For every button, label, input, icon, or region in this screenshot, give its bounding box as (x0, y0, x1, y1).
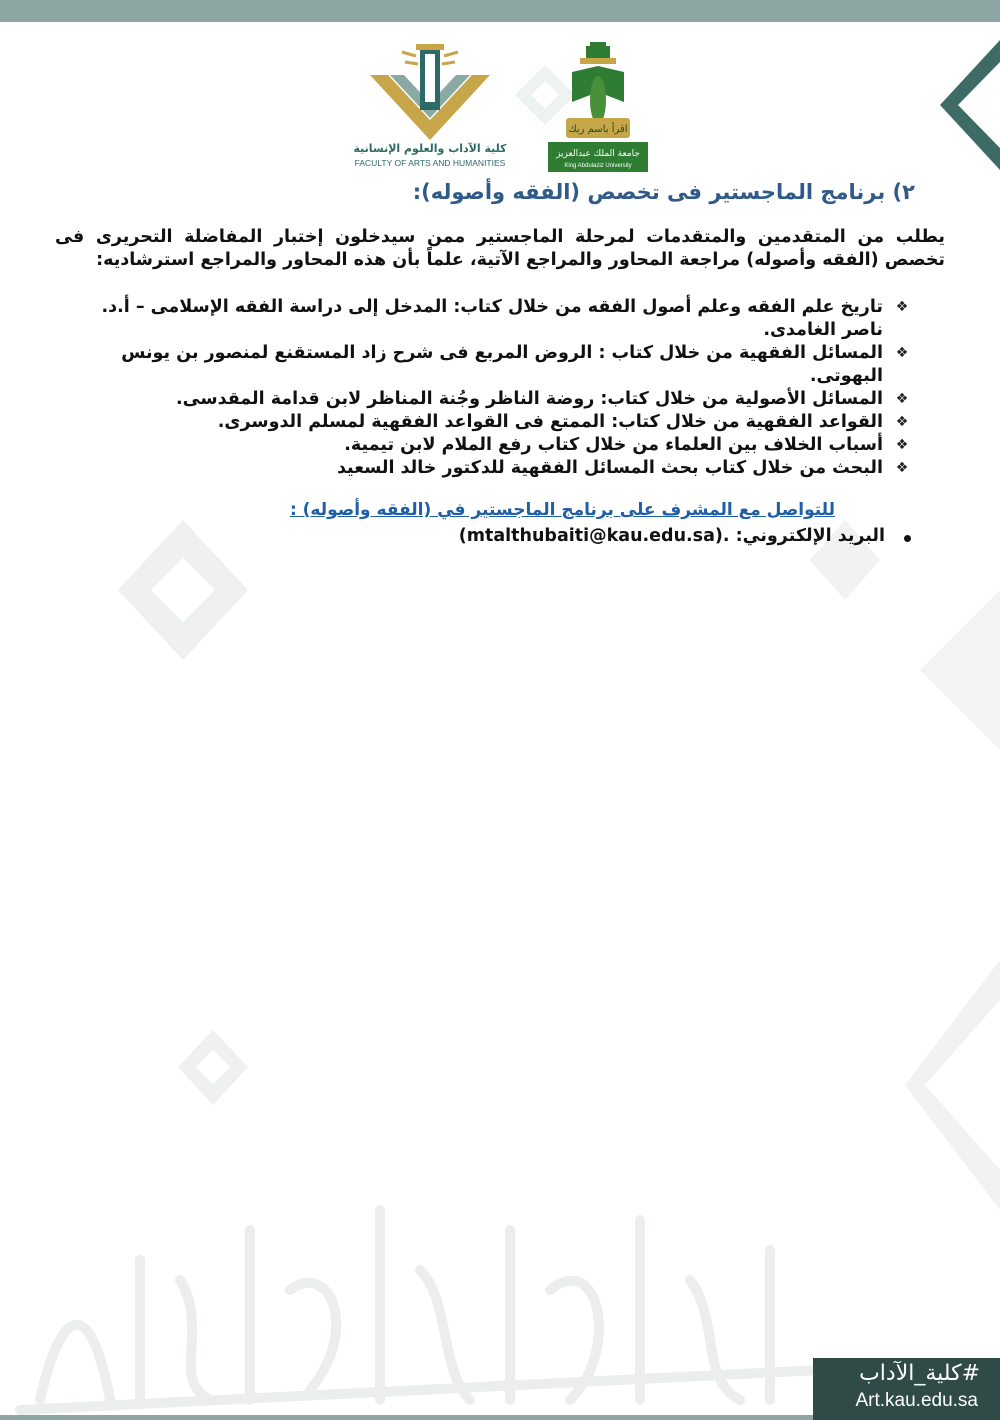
kau-logo (542, 42, 654, 174)
reference-text: المسائل الأصولية من خلال كتاب: روضة الناظر وجُنة المناظر لابن قدامة المقدسى. (176, 389, 883, 409)
footer-hashtag: #كلية_الآداب (859, 1361, 980, 1386)
bottom-bar (0, 1415, 813, 1420)
kau-emblem-icon (542, 42, 654, 174)
list-item (55, 342, 945, 388)
diamond-bullet-icon: ❖ (895, 437, 909, 453)
faculty-emblem-icon (350, 40, 510, 140)
diamond-decoration-lower-left (178, 1030, 248, 1105)
reference-text: أسباب الخلاف بين العلماء من خلال كتاب رفع الملام لابن تيمية. (344, 435, 883, 455)
email-value[interactable]: (mtalthubaiti@kau.edu.sa). (458, 526, 730, 546)
references-list (55, 296, 945, 480)
diamond-bullet-icon: ❖ (895, 391, 909, 407)
email-row (55, 526, 945, 546)
logos-header (350, 40, 660, 175)
right-chevron-decoration (940, 40, 1000, 170)
contact-title-link[interactable]: للتواصل مع المشرف على برنامج الماجستير في (الفقه وأصوله) : (289, 500, 835, 520)
email-label: البريد الإلكتروني: (735, 526, 885, 546)
intro-paragraph: يطلب من المتقدمين والمتقدمات لمرحلة الماجستير ممن سيدخلون إختبار المفاضلة التحريرى فى تخصص (الفقه وأصوله) مراجعة المحاور والمراجع الآتية، علماً بأن هذه المحاور والمراجع استرشاديه: (55, 227, 945, 270)
list-item (55, 434, 945, 457)
list-item (55, 296, 945, 342)
diamond-bullet-icon: ❖ (895, 414, 909, 430)
list-item (55, 457, 945, 480)
kau-name-arabic: جامعة الملك عبدالعزيز (556, 149, 640, 159)
document-body (55, 180, 945, 546)
diamond-bullet-icon: ❖ (895, 299, 909, 315)
top-bar (0, 0, 1000, 22)
diamond-decoration-large (875, 590, 1000, 750)
footer-badge (813, 1358, 1000, 1420)
faculty-name-english: FACULTY OF ARTS AND HUMANITIES (354, 158, 506, 168)
list-item (55, 388, 945, 411)
faculty-name-arabic: كلية الآداب والعلوم الإنسانية (353, 142, 507, 155)
list-item (55, 411, 945, 434)
diamond-bullet-icon: ❖ (895, 460, 909, 476)
faculty-logo (350, 40, 510, 175)
reference-text: القواعد الفقهية من خلال كتاب: الممتع فى القواعد الفقهية لمسلم الدوسرى. (217, 412, 883, 432)
footer-url[interactable]: Art.kau.edu.sa (855, 1390, 978, 1411)
reference-text: تاريخ علم الفقه وعلم أصول الفقه من خلال كتاب: المدخل إلى دراسة الفقه الإسلامى – أ.د. ناصر الغامدى. (101, 297, 883, 340)
section-heading: ٢) برنامج الماجستير فى تخصص (الفقه وأصوله): (412, 180, 915, 204)
diamond-bullet-icon: ❖ (895, 345, 909, 361)
kau-name-english: King Abdulaziz University (564, 163, 632, 169)
reference-text: المسائل الفقهية من خلال كتاب : الروض المربع فى شرح زاد المستقنع لمنصور بن يونس البهوتى. (121, 343, 883, 386)
reference-text: البحث من خلال كتاب بحث المسائل الفقهية للدكتور خالد السعيد (336, 458, 883, 478)
kau-seal-text: اقرأ باسم ربك (568, 124, 628, 135)
bullet-dot-icon (904, 535, 911, 542)
